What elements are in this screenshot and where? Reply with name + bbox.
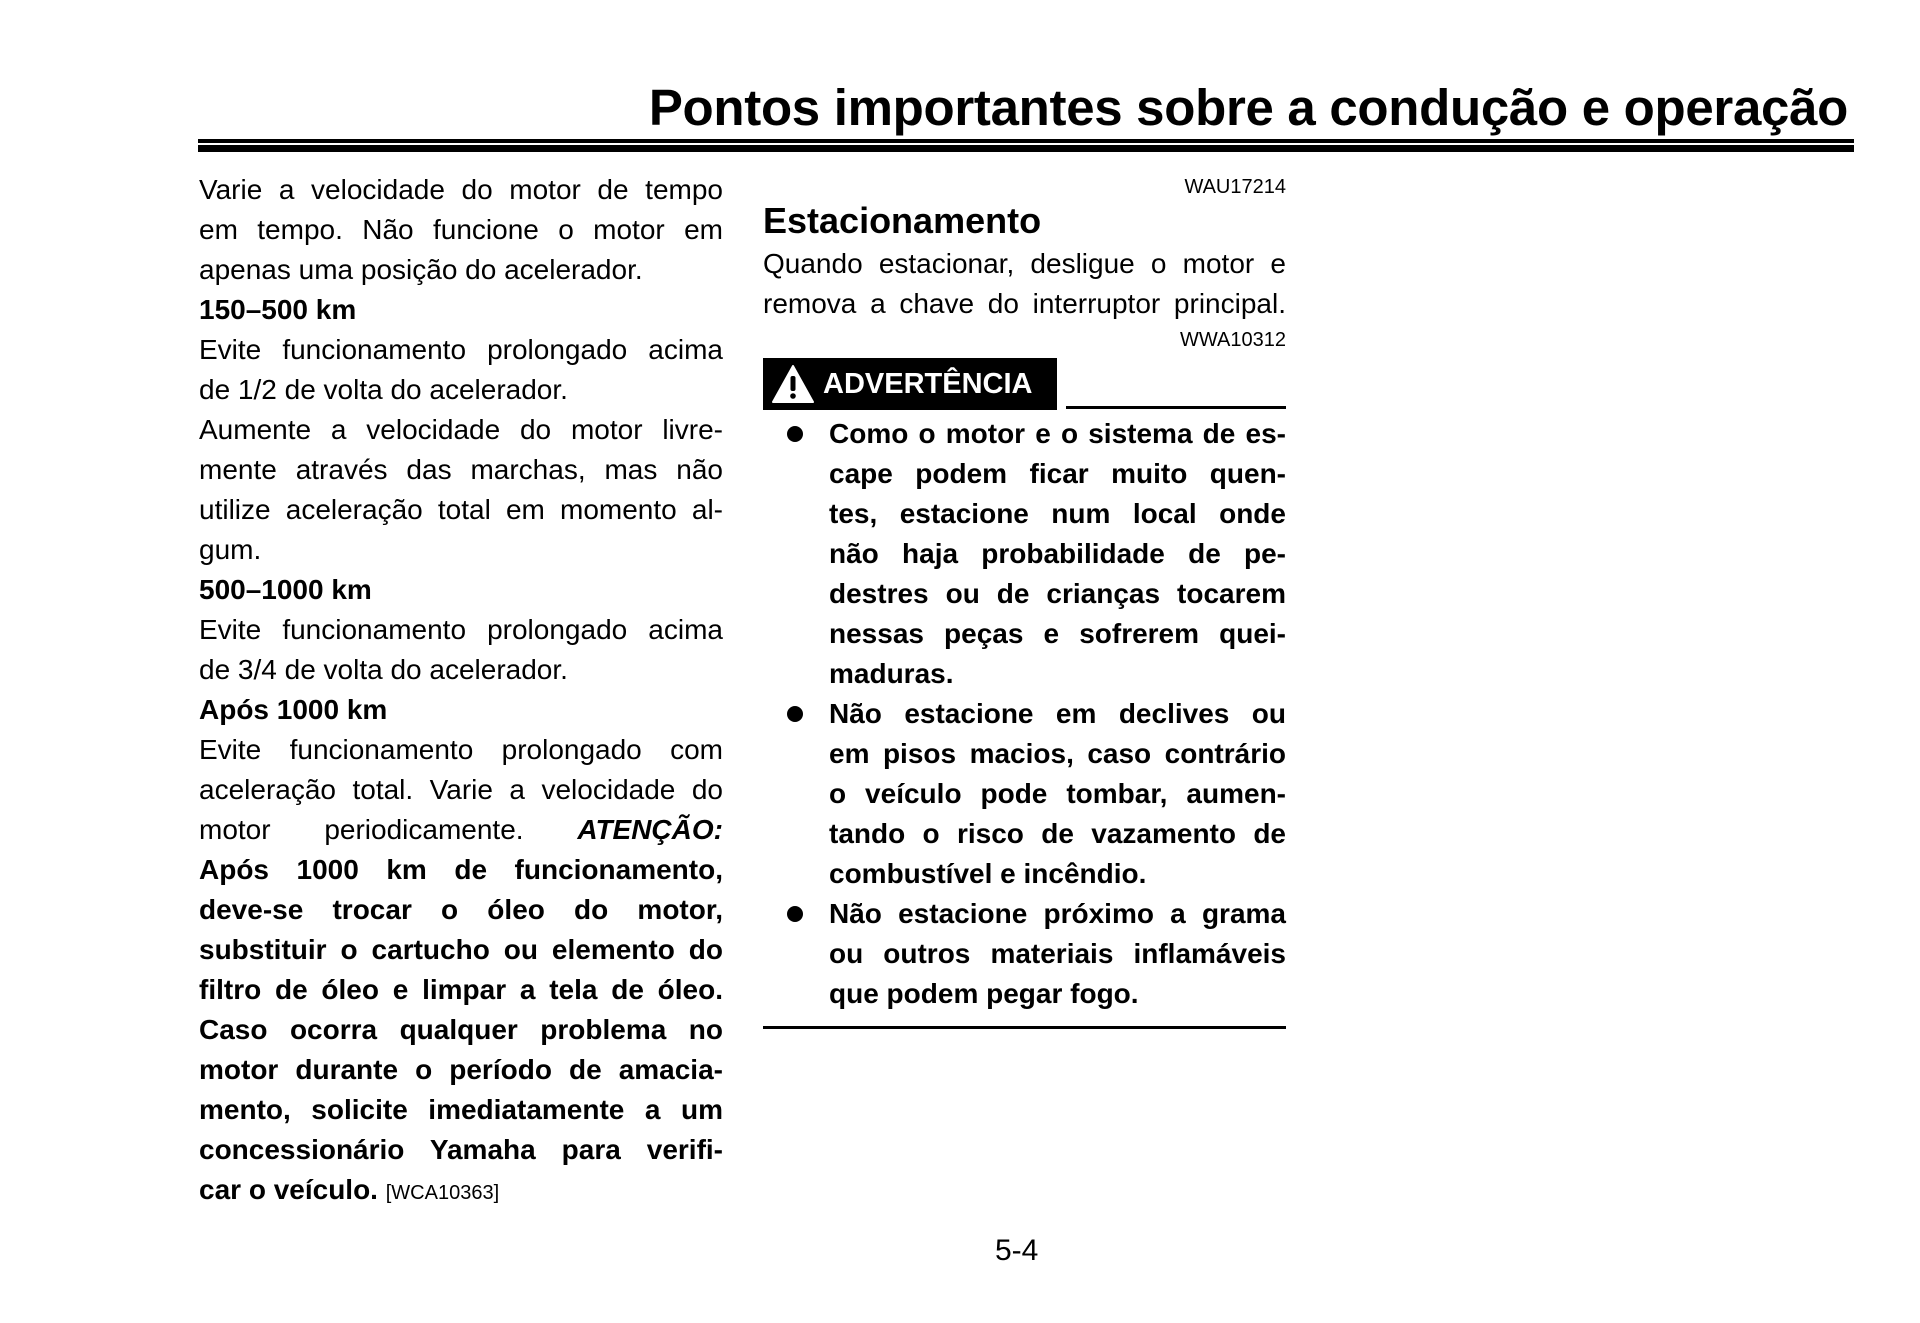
text-segment: apenas uma posição do acelerador. [199, 254, 643, 285]
warning-bullets [763, 414, 1286, 1014]
text-segment: motor periodicamente. [199, 814, 578, 845]
text-line [199, 250, 723, 290]
bullet-line: Não estacione em declives ou [829, 698, 1286, 729]
text-line [199, 690, 723, 730]
text-line [199, 1050, 723, 1090]
text-segment: utilize aceleração total em momento al- [199, 494, 723, 525]
bullet-line: o veículo pode tombar, aumen- [829, 778, 1286, 809]
bullet-line: combustível e incêndio. [829, 858, 1147, 889]
text-segment: aceleração total. Varie a velocidade do [199, 774, 723, 805]
reference-code: [WCA10363] [385, 1182, 500, 1204]
text-line [199, 730, 723, 770]
bullet-line: nessas peças e sofrerem quei- [829, 618, 1286, 649]
text-segment: mento, solicite imediatamente a um [199, 1094, 723, 1125]
text-segment: car o veículo. [199, 1174, 386, 1205]
bullet-item [763, 694, 1286, 894]
text-segment: mente através das marchas, mas não [199, 454, 723, 485]
text-line [199, 450, 723, 490]
bullet-line: maduras. [829, 658, 954, 689]
text-line [199, 770, 723, 810]
text-segment: Após 1000 km de funcionamento, [199, 854, 723, 885]
text-line [199, 1090, 723, 1130]
text-line [199, 610, 723, 650]
text-line [199, 490, 723, 530]
text-line [199, 970, 723, 1010]
text-line [199, 1170, 723, 1210]
bullet-dot-icon [787, 906, 803, 922]
text-segment: Caso ocorra qualquer problema no [199, 1014, 723, 1045]
text-segment: gum. [199, 534, 262, 565]
intro-line: remova a chave do interruptor principal. [763, 288, 1286, 319]
text-line [199, 410, 723, 450]
bullet-dot-icon [787, 426, 803, 442]
text-line [199, 650, 723, 690]
warning-triangle-icon [771, 364, 815, 404]
bullet-line: ou outros materiais inflamáveis [829, 938, 1286, 969]
text-segment: Aumente a velocidade do motor livre- [199, 414, 723, 445]
text-line [199, 850, 723, 890]
bullet-line: não haja probabilidade de pe- [829, 538, 1286, 569]
text-segment: 500–1000 km [199, 574, 372, 605]
section-heading: Estacionamento [763, 200, 1042, 241]
text-segment: de 1/2 de volta do acelerador. [199, 374, 568, 405]
bullet-line: tes, estacione num local onde [829, 498, 1286, 529]
bullet-line: cape podem ficar muito quen- [829, 458, 1286, 489]
bullet-line: em pisos macios, caso contrário [829, 738, 1286, 769]
text-line [199, 530, 723, 570]
text-line [199, 890, 723, 930]
text-line [199, 210, 723, 250]
text-line [199, 930, 723, 970]
header-rule-thick [198, 145, 1854, 152]
text-segment: Evite funcionamento prolongado com [199, 734, 723, 765]
page-title: Pontos importantes sobre a condução e operação [648, 79, 1848, 136]
page-number: 5-4 [995, 1234, 1039, 1267]
warning-code: WWA10312 [1180, 329, 1286, 351]
text-line [199, 370, 723, 410]
warning-rule [1066, 406, 1286, 409]
text-segment: Evite funcionamento prolongado acima [199, 614, 723, 645]
bullet-line: tando o risco de vazamento de [829, 818, 1286, 849]
bullet-line: destres ou de crianças tocarem [829, 578, 1286, 609]
attention-label: ATENÇÃO: [577, 814, 723, 845]
bullet-line: Não estacione próximo a grama [829, 898, 1286, 929]
bullet-item [763, 894, 1286, 1014]
text-line [199, 810, 723, 850]
text-line [199, 1130, 723, 1170]
warning-banner [763, 358, 1057, 410]
bullet-dot-icon [787, 706, 803, 722]
text-segment: filtro de óleo e limpar a tela de óleo. [199, 974, 723, 1005]
warning-end-rule [763, 1026, 1286, 1029]
bullet-line: que podem pegar fogo. [829, 978, 1139, 1009]
text-line [199, 330, 723, 370]
text-segment: em tempo. Não funcione o motor em [199, 214, 723, 245]
header-rule-thin [198, 139, 1854, 143]
text-segment: motor durante o período de amacia- [199, 1054, 723, 1085]
intro-paragraph [763, 244, 1286, 324]
bullet-item [763, 414, 1286, 694]
section-code: WAU17214 [1184, 176, 1286, 198]
left-column [199, 170, 723, 1210]
text-line [199, 290, 723, 330]
text-line [199, 170, 723, 210]
text-segment: concessionário Yamaha para verifi- [199, 1134, 723, 1165]
intro-line: Quando estacionar, desligue o motor e [763, 248, 1286, 279]
text-segment: 150–500 km [199, 294, 357, 325]
text-segment: substituir o cartucho ou elemento do [199, 934, 723, 965]
text-line [199, 570, 723, 610]
warning-label: ADVERTÊNCIA [823, 367, 1033, 400]
text-segment: de 3/4 de volta do acelerador. [199, 654, 568, 685]
text-segment: Varie a velocidade do motor de tempo [199, 174, 723, 205]
text-segment: Evite funcionamento prolongado acima [199, 334, 723, 365]
text-segment: Após 1000 km [199, 694, 388, 725]
text-segment: deve-se trocar o óleo do motor, [199, 894, 723, 925]
text-line [199, 1010, 723, 1050]
bullet-line: Como o motor e o sistema de es- [829, 418, 1286, 449]
